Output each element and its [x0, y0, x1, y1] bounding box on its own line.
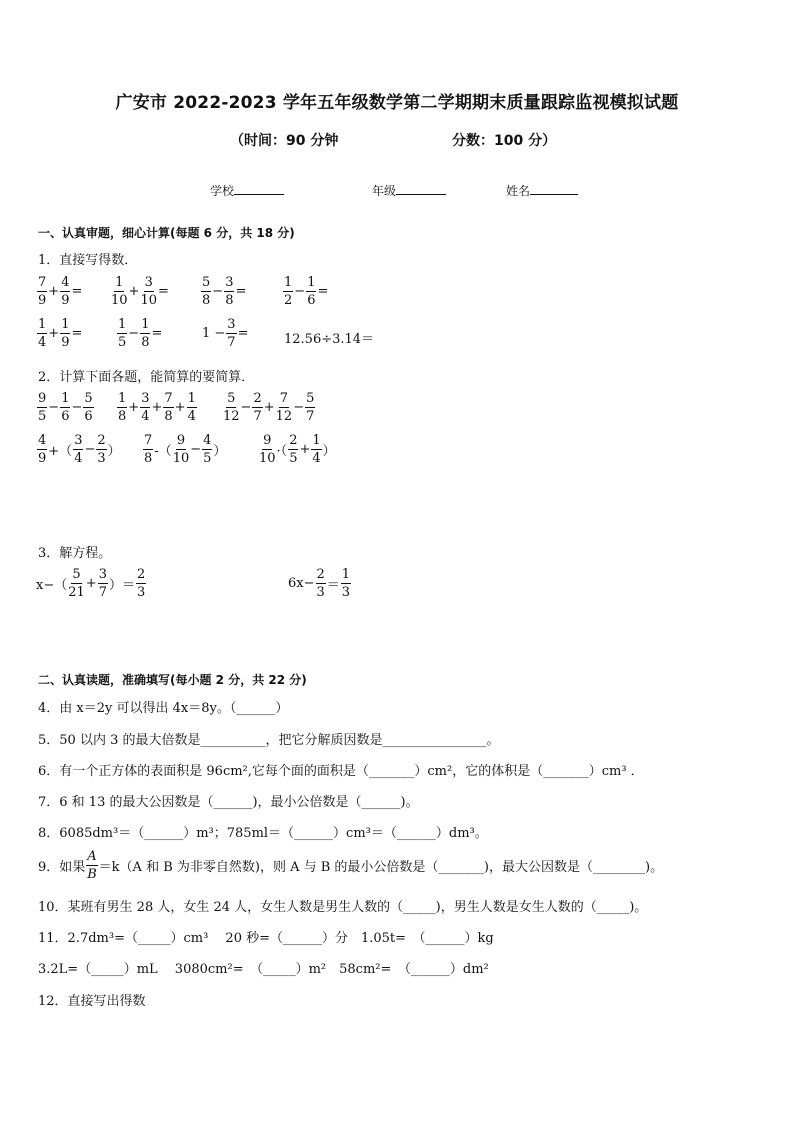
operator: ）	[107, 444, 121, 459]
operator: ）	[213, 444, 227, 459]
fraction: $\frac{4}{5}$	[203, 433, 212, 466]
q2-row2-a	[36, 434, 121, 465]
operator: +	[263, 400, 275, 415]
operator: +	[128, 400, 140, 415]
q2-row2-b	[142, 434, 226, 465]
fraction: $\frac{7}{8}$	[144, 433, 153, 466]
q1-row1-b: $\frac{1}{10}$ + $\frac{3}{10}$ =	[111, 275, 169, 308]
fraction: $\frac{1}{6}$	[61, 391, 70, 424]
q7: 7．6 和 13 的最大公因数是（______)，最小公倍数是（______)。	[38, 795, 419, 810]
q1-row2-d: 12.56÷3.14＝	[284, 332, 375, 347]
fraction: $\frac{7}{8}$	[164, 391, 173, 424]
school-field	[210, 182, 284, 199]
q1-label: 1．直接写得数．	[38, 253, 138, 268]
school-blank	[234, 182, 284, 195]
name-field	[506, 182, 578, 199]
section2-heading: 二、认真读题，准确填写(每小题 2 分，共 22 分)	[38, 673, 307, 687]
fraction: $\frac{5}{12}$	[223, 391, 240, 424]
fraction: $\frac{1}{4}$	[312, 433, 321, 466]
grade-label: 年级	[372, 184, 397, 198]
page-title: 广安市 2022-2023 学年五年级数学第二学期期末质量跟踪监视模拟试题	[115, 93, 679, 113]
fraction: $\frac{1}{4}$	[187, 391, 196, 424]
fraction: $\frac{2}{3}$	[97, 433, 106, 466]
q5: 5．50 以内 3 的最大倍数是__________，把它分解质因数是________________。	[38, 733, 500, 748]
operator: ·（	[276, 444, 288, 459]
operator: −	[48, 400, 60, 415]
fraction: $\frac{5}{7}$	[306, 391, 315, 424]
operator: −	[293, 400, 305, 415]
operator: −	[190, 442, 202, 457]
q2-row1-c	[222, 392, 316, 423]
fraction: $\frac{9}{10}$	[172, 433, 190, 466]
q9: 9．如果 $\frac{A}{B}$ ＝k（A 和 B 为非零自然数)，则 A 与 B 的最小公倍数是（_______)，最大公因数是（________)。	[38, 849, 664, 882]
operator: −	[84, 442, 96, 457]
q1-row2-b: $\frac{1}{5}$ − $\frac{1}{8}$ =	[118, 317, 163, 350]
q10: 10．某班有男生 28 人，女生 24 人，女生人数是男生人数的（_____)，男生人数是女生人数的（_____)。	[38, 900, 648, 915]
fraction: $\frac{2}{5}$	[289, 433, 298, 466]
fraction: $\frac{4}{9}$	[38, 433, 47, 466]
name-label: 姓名	[506, 184, 531, 198]
q1-row1-c: $\frac{5}{8}$ − $\frac{3}{8}$ =	[202, 275, 247, 308]
q4: 4．由 x＝2y 可以得出 4x＝8y。（______）	[38, 701, 289, 716]
fraction: $\frac{2}{7}$	[253, 391, 262, 424]
fraction: $\frac{3}{4}$	[74, 433, 83, 466]
fraction: $\frac{5}{6}$	[84, 391, 93, 424]
q11-line1: 11．2.7dm³=（_____）cm³ 20 秒=（______）分 1.05t= （______）kg	[38, 931, 494, 946]
q1-row2-c: 1 − $\frac{3}{7}$ =	[202, 317, 249, 350]
operator: -（	[154, 444, 172, 459]
operator: +	[299, 442, 311, 457]
operator: +（	[48, 444, 73, 459]
fraction: $\frac{3}{4}$	[141, 391, 150, 424]
q3-label: 3．解方程。	[38, 546, 112, 561]
operator: +	[151, 400, 163, 415]
q1-row1-a: $\frac{7}{9}$ + $\frac{4}{9}$ =	[38, 275, 83, 308]
q2-row1-b	[116, 392, 198, 423]
grade-field	[372, 182, 446, 199]
exam-score: 分数：100 分）	[452, 133, 557, 149]
fraction: $\frac{1}{8}$	[118, 391, 127, 424]
q6: 6．有一个正方体的表面积是 96cm²,它每个面的面积是（_______）cm²，它的体积是（_______）cm³ ．	[38, 764, 644, 779]
name-blank	[530, 182, 578, 195]
q3-equation-1: x−（ $\frac{5}{21}$ + $\frac{3}{7}$ ）＝ $\frac{2}{3}$	[36, 567, 146, 600]
q2-label: 2．计算下面各题，能简算的要简算．	[38, 370, 255, 385]
operator: ）	[322, 444, 336, 459]
q8: 8．6085dm³＝（______）m³；785ml＝（______）cm³＝（______）dm³。	[38, 826, 488, 841]
operator: −	[71, 400, 83, 415]
q11-line2: 3.2L=（_____）mL 3080cm²= （_____）m² 58cm²= （______）dm²	[38, 962, 489, 977]
q2-row2-c	[258, 434, 336, 465]
q12: 12．直接写出得数	[38, 994, 146, 1009]
q1-row1-d: $\frac{1}{2}$ − $\frac{1}{6}$ =	[284, 275, 329, 308]
q2-row1-a	[36, 392, 95, 423]
grade-blank	[396, 182, 446, 195]
operator: +	[174, 400, 186, 415]
fraction: $\frac{7}{12}$	[275, 391, 293, 424]
operator: −	[240, 400, 252, 415]
fraction: $\frac{9}{10}$	[259, 433, 276, 466]
school-label: 学校	[210, 184, 235, 198]
exam-time: （时间：90 分钟	[230, 133, 339, 149]
q3-equation-2: 6x− $\frac{2}{3}$ ＝ $\frac{1}{3}$	[288, 567, 351, 600]
section1-heading: 一、认真审题，细心计算(每题 6 分，共 18 分)	[38, 226, 295, 240]
fraction: $\frac{9}{5}$	[38, 391, 47, 424]
q1-row2-a: $\frac{1}{4}$ + $\frac{1}{9}$ =	[38, 317, 83, 350]
